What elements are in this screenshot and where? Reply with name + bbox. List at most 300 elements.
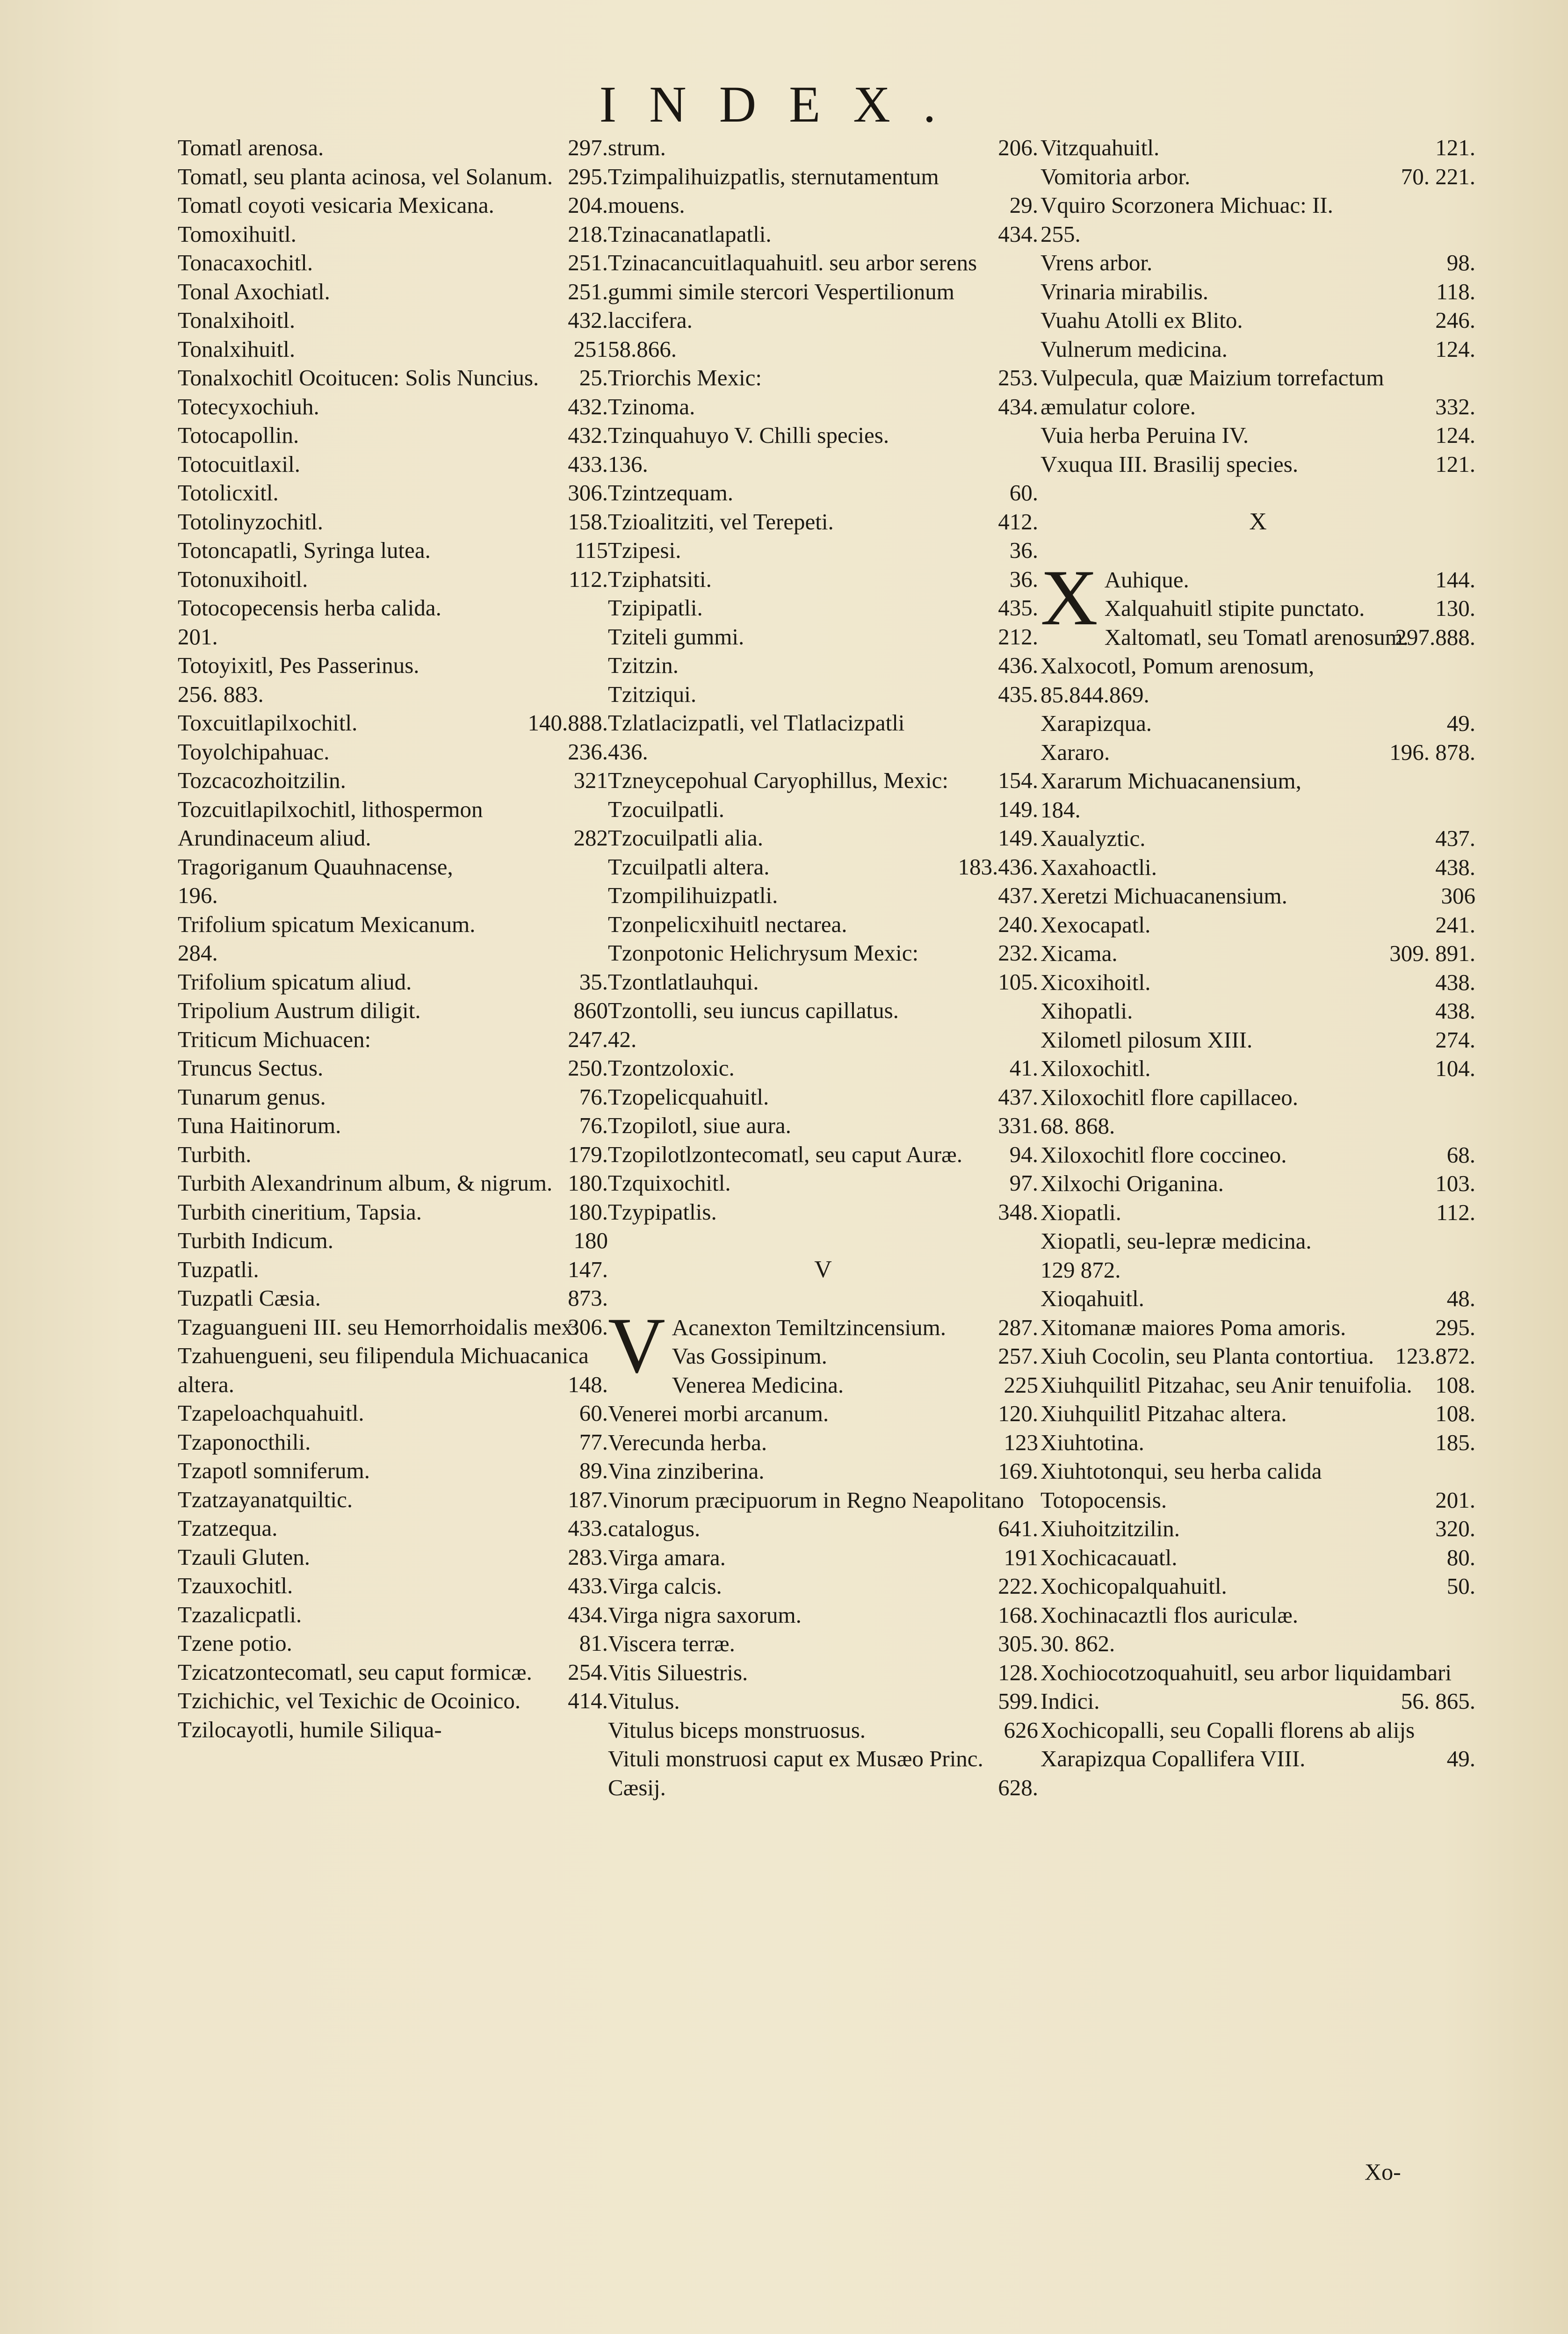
entry-term: Tzauxochitl. <box>178 1573 293 1598</box>
entry-term: Tuzpatli Cæsia. <box>178 1285 321 1311</box>
entry-page-ref: 118. <box>1436 278 1475 304</box>
entry-page-ref: 180. <box>568 1170 608 1196</box>
entry-term: Tragoriganum Quauhnacense, <box>178 853 453 880</box>
entry-term: Tzocuilpatli alia. <box>608 825 763 851</box>
entry-term: Toxcuitlapilxochitl. <box>178 710 358 736</box>
index-entry <box>178 1543 608 1572</box>
index-entry <box>178 1600 608 1629</box>
entry-page-ref: 860 <box>573 997 608 1023</box>
entry-term: Tzinquahuyo V. Chilli species. <box>608 422 889 448</box>
entry-page-ref: 436. <box>608 738 648 765</box>
index-entry <box>1041 1716 1475 1773</box>
entry-term: Totonuxihoitl. <box>178 566 308 592</box>
index-entry <box>608 939 1038 968</box>
index-entry <box>178 421 608 450</box>
entry-term: Xiloxochitl. <box>1041 1055 1151 1081</box>
entry-page-ref: 283. <box>568 1544 608 1570</box>
index-column-1 <box>178 133 608 1744</box>
entry-page-ref: 412. <box>998 508 1038 535</box>
index-entry <box>178 968 608 997</box>
index-entry <box>608 478 1038 507</box>
index-entry <box>1041 1313 1475 1342</box>
entry-page-ref: 232. <box>998 940 1038 966</box>
entry-page-ref: 331. <box>998 1113 1038 1138</box>
entry-page-ref: 128. <box>998 1659 1038 1685</box>
entry-page-ref: 94. <box>1009 1141 1038 1167</box>
entry-term: Tonal Axochiatl. <box>178 278 330 304</box>
index-entry <box>178 910 608 968</box>
entry-term: Xiuhtotonqui, seu herba calida Totopocensis. <box>1041 1458 1322 1513</box>
entry-term: Xiuhtotina. <box>1041 1429 1144 1455</box>
entry-term: Tomoxihuitl. <box>178 221 296 247</box>
entry-term: Tzitzin. <box>608 652 679 678</box>
entry-term: Totocopecensis herba calida. <box>178 595 441 621</box>
entry-page-ref: 432. <box>568 393 608 419</box>
entry-term: Xilometl pilosum XIII. <box>1041 1026 1253 1053</box>
entry-term: Tunarum genus. <box>178 1084 326 1110</box>
index-entry <box>1041 1342 1475 1371</box>
index-entry <box>178 363 608 392</box>
entry-term: Tonalxochitl Ocoitucen: Solis Nuncius. <box>178 365 539 390</box>
index-entry <box>178 133 608 162</box>
entry-page-ref: 103. <box>1435 1171 1475 1196</box>
entry-term: Tzonpelicxihuitl nectarea. <box>608 911 847 937</box>
index-entry <box>1041 1399 1475 1428</box>
entry-term: Xararo. <box>1041 739 1110 765</box>
index-entry <box>608 392 1038 421</box>
entry-page-ref: 257. <box>998 1343 1038 1369</box>
entry-page-ref: 306 <box>1441 883 1475 909</box>
entry-term: Vina zinziberina. <box>608 1458 765 1484</box>
entry-term: Tzinacancuitlaquahuitl. seu arbor serens gummi simile stercori Vespertilionum laccifera. <box>608 250 977 333</box>
entry-term: Xaxahoactli. <box>1041 854 1157 880</box>
index-entry <box>608 1543 1038 1572</box>
index-entry <box>1041 248 1475 277</box>
index-entry <box>608 1658 1038 1687</box>
entry-term: Tzlatlacizpatli, vel Tlatlacizpatli <box>608 710 905 736</box>
entry-term: Xochiocotzoquahuitl, seu arbor liquidambari Indici. <box>1041 1659 1452 1714</box>
entry-term: Xiloxochitl flore capillaceo. <box>1041 1084 1299 1110</box>
index-entry <box>1041 1371 1475 1400</box>
entry-term: Tzipesi. <box>608 537 681 563</box>
index-entry <box>608 220 1038 249</box>
index-entry <box>1041 1054 1475 1083</box>
index-entry <box>178 1629 608 1658</box>
index-entry <box>178 1226 608 1255</box>
entry-term: Tzatzequa. <box>178 1515 278 1541</box>
index-entry <box>1041 133 1475 162</box>
entry-term: Verecunda herba. <box>608 1429 767 1455</box>
entry-term: Tomatl coyoti vesicaria Mexicana. <box>178 192 494 218</box>
index-entry <box>608 622 1038 651</box>
entry-term: Xochicopalli, seu Copalli florens ab alijs Xarapizqua Copallifera VIII. <box>1041 1717 1415 1771</box>
entry-page-ref: 287. <box>998 1314 1038 1340</box>
index-entry <box>608 507 1038 536</box>
index-entry <box>1041 277 1475 306</box>
entry-page-ref: 218. <box>568 221 608 247</box>
index-entry <box>608 651 1038 680</box>
index-entry <box>1041 1284 1475 1313</box>
entry-term: Xiuhquilitl Pitzahac, seu Anir tenuifolia. <box>1041 1372 1412 1398</box>
entry-term: Xaltomatl, seu Tomatl arenosum. <box>1104 624 1409 650</box>
entry-page-ref: 25. <box>579 365 608 390</box>
index-entry <box>608 996 1038 1054</box>
entry-page-ref: 434. <box>998 393 1038 419</box>
entry-page-ref: 41. <box>1009 1055 1038 1081</box>
entry-term: Tzocuilpatli. <box>608 796 724 822</box>
entry-page-ref: 149. <box>998 796 1038 822</box>
entry-page-ref: 432. <box>568 422 608 448</box>
entry-page-ref: 628. <box>998 1774 1038 1800</box>
entry-page-ref: 149. <box>998 825 1038 851</box>
entry-term: Vuia herba Peruina IV. <box>1041 422 1249 448</box>
drop-cap: X <box>1041 553 1098 642</box>
index-entry <box>608 421 1038 478</box>
entry-term: Virga amara. <box>608 1544 726 1570</box>
entry-page-ref: 42. <box>608 1026 637 1052</box>
entry-term: Xiopatli. <box>1041 1199 1121 1225</box>
entry-page-ref: 306. <box>568 1314 608 1340</box>
index-entry <box>608 1601 1038 1630</box>
entry-term: Auhique. <box>1104 566 1189 593</box>
entry-page-ref: 241. <box>1435 911 1475 938</box>
entry-term: Virga calcis. <box>608 1573 722 1599</box>
index-entry <box>178 1485 608 1514</box>
index-entry <box>1041 162 1475 191</box>
entry-term: Vitis Siluestris. <box>608 1659 748 1685</box>
entry-page-ref: 187. <box>568 1486 608 1512</box>
index-entry <box>608 766 1038 795</box>
index-entry <box>1041 910 1475 939</box>
entry-term: Vomitoria arbor. <box>1041 163 1191 189</box>
entry-term: Vuahu Atolli ex Blito. <box>1041 307 1243 333</box>
entry-page-ref: 250. <box>568 1055 608 1081</box>
entry-page-ref: 50. <box>1446 1573 1475 1599</box>
entry-term: Trifolium spicatum aliud. <box>178 968 412 995</box>
index-entry <box>1041 594 1475 623</box>
entry-page-ref: 306. <box>568 480 608 506</box>
entry-term: Tzipipatli. <box>608 595 703 621</box>
entry-page-ref: 297. <box>568 135 608 160</box>
index-entry <box>178 507 608 536</box>
index-entry <box>1041 1026 1475 1055</box>
entry-term: Totolicxitl. <box>178 480 279 506</box>
entry-page-ref: 129 872. <box>1041 1257 1121 1283</box>
entry-page-ref: 196. 878. <box>1389 739 1475 765</box>
entry-page-ref: 626 <box>1004 1717 1038 1743</box>
entry-page-ref: 123 <box>1004 1429 1038 1455</box>
entry-term: Xiuh Cocolin, seu Planta contortiua. <box>1041 1343 1374 1369</box>
index-entry <box>608 824 1038 853</box>
entry-page-ref: 30. 862. <box>1041 1631 1115 1656</box>
entry-term: Tonalxihoitl. <box>178 307 296 333</box>
index-entry <box>608 1486 1038 1543</box>
entry-term: Tzitziqui. <box>608 681 697 707</box>
entry-term: Xararum Michuacanensium, <box>1041 768 1301 794</box>
index-entry <box>178 1198 608 1227</box>
index-entry <box>178 708 608 737</box>
entry-term: Tzonpotonic Helichrysum Mexic: <box>608 940 919 966</box>
index-entry <box>608 1457 1038 1486</box>
index-entry <box>608 1140 1038 1169</box>
entry-page-ref: 240. <box>998 911 1038 937</box>
entry-term: Tzimpalihuizpatlis, sternutamentum mouens. <box>608 163 939 218</box>
index-entry <box>608 1169 1038 1198</box>
index-entry <box>1041 1227 1475 1284</box>
entry-page-ref: 136. <box>608 451 648 477</box>
index-entry <box>178 162 608 191</box>
entry-term: Xarapizqua. <box>1041 710 1152 736</box>
entry-page-ref: 147. <box>568 1256 608 1282</box>
index-entry <box>178 1025 608 1054</box>
entry-page-ref: 212. <box>998 623 1038 650</box>
entry-page-ref: 332. <box>1435 393 1475 419</box>
index-entry <box>608 1371 1038 1400</box>
section-letter: X <box>1249 508 1267 535</box>
index-entry <box>178 1054 608 1083</box>
entry-term: Totolinyzochitl. <box>178 508 323 535</box>
index-entry <box>608 1744 1038 1802</box>
entry-term: Venerei morbi arcanum. <box>608 1401 829 1426</box>
entry-term: Tzopilotlzontecomatl, seu caput Auræ. <box>608 1141 962 1167</box>
entry-page-ref: 169. <box>998 1458 1038 1484</box>
entry-page-ref: 68. 868. <box>1041 1113 1115 1139</box>
index-entry <box>178 1658 608 1687</box>
index-entry <box>608 1629 1038 1658</box>
index-entry <box>178 1255 608 1284</box>
entry-term: Tzioalitziti, vel Terepeti. <box>608 508 834 535</box>
entry-page-ref: 124. <box>1435 422 1475 448</box>
index-entry <box>608 1054 1038 1083</box>
index-entry <box>608 680 1038 709</box>
index-entry <box>178 478 608 507</box>
entry-term: Xihopatli. <box>1041 998 1133 1024</box>
entry-page-ref: 284. <box>178 940 218 966</box>
entry-term: Tzontzoloxic. <box>608 1055 735 1081</box>
index-entry <box>1041 882 1475 910</box>
entry-term: strum. <box>608 135 666 160</box>
entry-term: Totoncapatli, Syringa lutea. <box>178 537 431 563</box>
entry-term: Tzompilihuizpatli. <box>608 882 778 908</box>
entry-term: Tomatl arenosa. <box>178 135 324 160</box>
entry-page-ref: 348. <box>998 1199 1038 1225</box>
index-entry <box>608 133 1038 162</box>
index-entry <box>1041 1543 1475 1572</box>
index-entry <box>608 708 1038 766</box>
entry-page-ref: 36. <box>1009 566 1038 592</box>
entry-term: Xicama. <box>1041 940 1118 966</box>
entry-page-ref: 435. <box>998 681 1038 707</box>
entry-page-ref: 144. <box>1435 566 1475 593</box>
index-entry <box>178 795 608 853</box>
index-entry <box>608 248 1038 363</box>
index-entry <box>178 766 608 795</box>
entry-term: Tzapotl somniferum. <box>178 1458 370 1483</box>
index-entry <box>1041 1141 1475 1170</box>
entry-page-ref: 98. <box>1446 250 1475 275</box>
entry-term: Tzilocayotli, humile Siliqua- <box>178 1716 442 1742</box>
index-entry <box>1041 1198 1475 1227</box>
entry-term: Xiopatli, seu-lepræ medicina. <box>1041 1228 1312 1254</box>
entry-term: Xochicacauatl. <box>1041 1544 1178 1570</box>
index-entry <box>1041 1169 1475 1198</box>
entry-term: Virga nigra saxorum. <box>608 1602 802 1628</box>
entry-term: Xitomanæ maiores Poma amoris. <box>1041 1314 1346 1340</box>
entry-page-ref: 81. <box>579 1630 608 1656</box>
entry-term: Tzopelicquahuitl. <box>608 1084 769 1110</box>
entry-term: Tzinacanatlapatli. <box>608 221 772 247</box>
entry-page-ref: 274. <box>1435 1026 1475 1053</box>
entry-page-ref: 599. <box>998 1688 1038 1714</box>
entry-term: Tziphatsiti. <box>608 566 712 592</box>
entry-page-ref: 179. <box>568 1141 608 1167</box>
index-entry <box>608 1716 1038 1745</box>
entry-term: Xalquahuitl stipite punctato. <box>1104 595 1365 621</box>
entry-page-ref: 320. <box>1435 1516 1475 1541</box>
entry-page-ref: 112. <box>1436 1199 1475 1225</box>
entry-page-ref: 97. <box>1009 1170 1038 1196</box>
index-column-3 <box>1041 133 1475 1773</box>
index-entry <box>178 277 608 306</box>
entry-term: Tzatzayanatquiltic. <box>178 1486 353 1512</box>
index-entry <box>608 853 1038 882</box>
entry-page-ref: 130. <box>1435 595 1475 621</box>
index-entry <box>178 737 608 766</box>
index-entry <box>608 1342 1038 1371</box>
entry-page-ref: 120. <box>998 1401 1038 1426</box>
index-entry <box>178 1284 608 1313</box>
entry-term: Vitzquahuitl. <box>1041 135 1160 160</box>
entry-page-ref: 435. <box>998 595 1038 621</box>
entry-page-ref: 89. <box>579 1458 608 1483</box>
entry-page-ref: 77. <box>579 1429 608 1455</box>
entry-term: Xochicopalquahuitl. <box>1041 1573 1227 1599</box>
entry-page-ref: 434. <box>568 1601 608 1627</box>
entry-page-ref: 35. <box>579 968 608 995</box>
index-entry <box>1041 939 1475 968</box>
index-entry <box>178 565 608 594</box>
index-entry <box>608 1572 1038 1601</box>
index-entry <box>1041 363 1475 421</box>
entry-term: Xochinacaztli flos auriculæ. <box>1041 1602 1299 1628</box>
entry-page-ref: 437. <box>998 882 1038 908</box>
entry-page-ref: 438. <box>1435 969 1475 995</box>
entry-page-ref: 124. <box>1435 336 1475 362</box>
entry-page-ref: 184. <box>1041 796 1081 823</box>
entry-term: Tzaguangueni III. seu Hemorrhoidalis mex: <box>178 1314 579 1340</box>
entry-term: Xaualyztic. <box>1041 825 1146 851</box>
entry-term: Tonacaxochitl. <box>178 250 313 275</box>
index-entry <box>1041 306 1475 335</box>
entry-term: Triorchis Mexic: <box>608 365 762 390</box>
entry-page-ref: 251. <box>568 250 608 275</box>
index-entry <box>1041 450 1475 479</box>
entry-term: Xilxochi Origanina. <box>1041 1171 1224 1196</box>
index-entry <box>1041 853 1475 882</box>
entry-page-ref: 112. <box>569 566 608 592</box>
index-entry <box>608 363 1038 392</box>
entry-page-ref: 183.436. <box>958 853 1038 880</box>
drop-cap: V <box>608 1301 665 1389</box>
entry-term: Vquiro Scorzonera Michuac: II. <box>1041 192 1333 218</box>
entry-page-ref: 254. <box>568 1659 608 1685</box>
index-entry <box>1041 738 1475 767</box>
entry-page-ref: 297.888. <box>1395 624 1475 650</box>
entry-term: Tziteli gummi. <box>608 623 744 650</box>
index-entry <box>178 1169 608 1198</box>
index-entry <box>1041 709 1475 738</box>
index-entry <box>178 392 608 421</box>
entry-term: Tzinoma. <box>608 393 695 419</box>
entry-term: Vxuqua III. Brasilij species. <box>1041 451 1299 477</box>
entry-term: Tzintzequam. <box>608 480 734 506</box>
index-entry <box>178 306 608 335</box>
entry-term: Xeretzi Michuacanensium. <box>1041 883 1287 909</box>
entry-page-ref: 438. <box>1435 998 1475 1024</box>
entry-term: Xioqahuitl. <box>1041 1286 1144 1311</box>
entry-page-ref: 76. <box>579 1113 608 1138</box>
entry-term: Tzahuengueni, seu filipendula Michuacanica altera. <box>178 1343 589 1397</box>
entry-term: Vinorum præcipuorum in Regno Neapolitano catalogus. <box>608 1487 1024 1541</box>
entry-term: Viscera terræ. <box>608 1631 735 1656</box>
entry-term: Xalxocotl, Pomum arenosum, <box>1041 653 1315 679</box>
entry-page-ref: 196. <box>178 882 218 908</box>
index-entry <box>178 1083 608 1112</box>
index-entry <box>608 1428 1038 1457</box>
entry-term: Totecyxochiuh. <box>178 393 319 419</box>
entry-page-ref: 225 <box>1004 1372 1038 1398</box>
index-entry <box>1041 968 1475 997</box>
entry-term: Xicoxihoitl. <box>1041 969 1151 995</box>
entry-term: Tzontlatlauhqui. <box>608 968 759 995</box>
entry-page-ref: 206. <box>998 135 1038 160</box>
index-entry <box>178 220 608 249</box>
entry-page-ref: 201. <box>1435 1487 1475 1513</box>
entry-page-ref: 251 <box>573 336 608 362</box>
entry-term: Vitulus biceps monstruosus. <box>608 1717 866 1743</box>
entry-term: Tzypipatlis. <box>608 1199 717 1225</box>
entry-page-ref: 108. <box>1435 1401 1475 1426</box>
index-entry <box>608 1083 1038 1112</box>
entry-term: Tzneycepohual Caryophillus, Mexic: <box>608 767 948 793</box>
entry-page-ref: 48. <box>1446 1286 1475 1311</box>
entry-page-ref: 80. <box>1446 1544 1475 1570</box>
entry-page-ref: 70. 221. <box>1401 163 1475 189</box>
index-entry <box>178 1140 608 1169</box>
entry-term: Turbith cineritium, Tapsia. <box>178 1199 422 1225</box>
entry-page-ref: 180 <box>573 1228 608 1253</box>
entry-page-ref: 49. <box>1446 710 1475 736</box>
entry-page-ref: 191 <box>1004 1544 1038 1570</box>
entry-page-ref: 309. 891. <box>1389 940 1475 966</box>
index-entry <box>178 335 608 364</box>
catchword: Xo- <box>1365 2159 1401 2185</box>
entry-term: Xiloxochitl flore coccineo. <box>1041 1142 1287 1168</box>
entry-page-ref: 253. <box>998 365 1038 390</box>
entry-page-ref: 246. <box>1435 307 1475 333</box>
index-entry <box>178 450 608 479</box>
entry-term: Xiuhquilitl Pitzahac altera. <box>1041 1401 1287 1426</box>
index-entry <box>178 1111 608 1140</box>
entry-term: Tzapeloachquahuitl. <box>178 1400 364 1426</box>
index-entry <box>178 536 608 565</box>
entry-page-ref: 256. 883. <box>178 681 264 707</box>
entry-term: Tzicatzontecomatl, seu caput formicæ. <box>178 1659 532 1685</box>
entry-page-ref: 433. <box>568 1573 608 1598</box>
index-entry <box>178 853 608 910</box>
entry-term: Vas Gossipinum. <box>672 1343 827 1369</box>
entry-term: Trifolium spicatum Mexicanum. <box>178 911 476 937</box>
